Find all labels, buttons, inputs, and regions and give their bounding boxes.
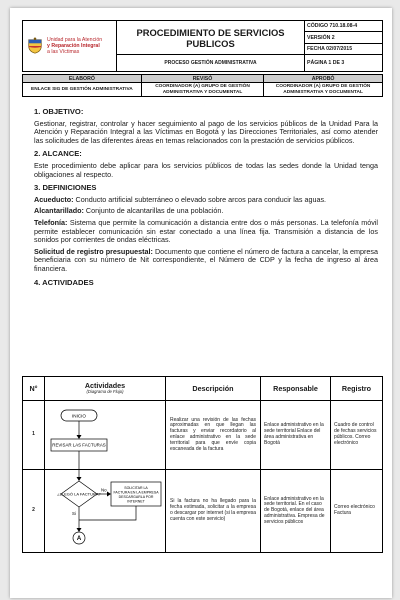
activities-table (22, 376, 383, 553)
section-heading: 4. ACTIVIDADES (34, 277, 94, 287)
logo-cell (23, 21, 117, 72)
flow-arrow-head (77, 435, 82, 439)
definition-text: Conducto artificial subterráneo o elevado sobre arcos para conducir las aguas. (73, 194, 327, 204)
decision-yes-label: Si (72, 511, 76, 516)
column-header-activities (45, 377, 166, 401)
document-header (22, 20, 383, 72)
start-label: INICIO (71, 413, 87, 419)
activity-record: Correo electrónico Factura (331, 470, 383, 553)
activity-number: 2 (23, 470, 45, 553)
flow-arrow-head (77, 477, 82, 481)
column-header-activities-sub: (Diagrama de Flujo) (86, 388, 124, 394)
column-header-number: N° (23, 377, 45, 401)
section-heading: 1. OBJETIVO: (34, 107, 84, 116)
approval-header: REVISÓ (141, 75, 263, 83)
scope-text: Este procedimiento debe aplicar para los servicios públicos de todas las sedes donde la Unidad tenga obligaciones al respecto. (34, 160, 378, 179)
definition-item (34, 196, 378, 205)
flow-arrow-head (107, 492, 111, 497)
process-name: PROCESO GESTIÓN ADMINISTRATIVA (117, 55, 305, 72)
flow-arrow-head (77, 528, 82, 532)
document-title: PROCEDIMIENTO DE SERVICIOS PUBLICOS (117, 21, 305, 55)
logo-line: y Reparación Integral (47, 43, 100, 49)
activity-number: 1 (23, 401, 45, 470)
activity-description: Realizar una revisión de las fechas aproximadas en que llegan las facturas y enviar recordatorio al enlace administrativo en la sede territorial para que envíe copia escaneada de la factura (166, 401, 261, 470)
document-date: FECHA 02/07/2015 (305, 43, 383, 54)
section-heading: 3. DEFINICIONES (34, 183, 97, 193)
definition-term: Solicitud de registro presupuestal: (34, 246, 153, 256)
definition-term: Alcantarillado: (34, 206, 84, 216)
flowchart-step-1 (45, 401, 165, 469)
approval-value: COORDINADOR (A) GRUPO DE GESTIÓN ADMINISTRATIVA Y DOCUMENTAL (141, 83, 263, 97)
definition-text: Sistema que permite la comunicación a distancia entre dos o más personas. La telefonía móvil permite establecer comunicación sin estar conectado a una línea fija. Transmisión a distancia de los sonidos por corrientes de ondas eléctricas. (34, 217, 378, 245)
flowchart-step-2 (45, 470, 165, 552)
activity-description: Si la factura no ha llegado para la fecha estimada, solicitar a la empresa o descargar por internet (si la empresa cuenta con este servicio) (166, 470, 261, 553)
approval-header: ELABORÓ (23, 75, 142, 83)
approval-value: ENLACE SIG DE GESTIÓN ADMINISTRATIVA (23, 83, 142, 97)
column-header-record: Registro (331, 377, 383, 401)
document-code: CÓDIGO 710.18.08-4 (305, 21, 383, 32)
document-version: VERSIÓN 2 (305, 32, 383, 43)
process-label-line: SOLICITAR LA (124, 486, 148, 490)
definition-term: Acueducto: (34, 194, 74, 204)
activity-responsible: Enlace administrativo en la sede territorial Enlace del área administrativa en Bogotá (261, 401, 331, 470)
process-label: REVISAR LAS FACTURAS (52, 442, 106, 448)
process-label-line: INTERNET (127, 499, 145, 504)
document-body (34, 108, 378, 287)
document-page (10, 8, 392, 598)
process-label-line: FACTURA EN LA EMPRESA (113, 490, 159, 495)
logo-line: a las Víctimas (47, 49, 80, 55)
definition-item (34, 207, 378, 216)
flowchart-cell (45, 401, 166, 470)
process-label-line: DESCARGARLA POR (118, 495, 154, 499)
flow-arrow (79, 506, 136, 520)
coat-of-arms-icon (26, 37, 44, 55)
column-header-activities-label: Actividades (84, 381, 126, 391)
connector-label: A (76, 536, 82, 542)
column-header-responsible: Responsable (261, 377, 331, 401)
definition-text: Conjunto de alcantarillas de una población. (83, 206, 224, 216)
definition-text: Documento que contiene el número de factura a cancelar, la empresa beneficiaria con su número de Nit correspondiente, el Número de CDP y la fecha de ingreso al área financiera. (34, 246, 378, 273)
definition-term: Telefonía: (34, 217, 68, 227)
page-number: PÁGINA 1 DE 3 (305, 55, 383, 72)
objective-text: Gestionar, registrar, controlar y hacer seguimiento al pago de los servicios públicos de la Unidad Para la Atención y Reparación Integral a las Víctimas en Bogotá y las Direcciones Territoriales, así como atender las solicitudes de las diferentes áreas en temas relacionados con la prestación de servicios públicos. (34, 118, 378, 145)
activity-responsible: Enlace administrativo en la sede territorial. En el caso de Bogotá, enlace del área administrativa. Empresa de servicios públicos (261, 470, 331, 553)
table-row (23, 470, 383, 553)
table-row (23, 401, 383, 470)
flowchart-cell (45, 470, 166, 553)
decision-label: ¿LLEGÓ LA FACTURA? (57, 491, 101, 497)
approval-header: APROBÓ (264, 75, 383, 83)
column-header-description: Descripción (166, 377, 261, 401)
section-heading: 2. ALCANCE: (34, 149, 82, 159)
definition-item (34, 219, 378, 245)
logo-line: Unidad para la Atención (47, 37, 103, 43)
approval-value: COORDINADOR (A) GRUPO DE GESTIÓN ADMINISTRATIVA Y DOCUMENTAL (264, 83, 383, 97)
approval-table (22, 74, 383, 97)
decision-no-label: No (101, 487, 107, 493)
definition-item (34, 248, 378, 274)
logo-text (47, 37, 102, 55)
activity-record: Cuadro de control de fechas servicios públicos. Correo electrónico (331, 401, 383, 470)
